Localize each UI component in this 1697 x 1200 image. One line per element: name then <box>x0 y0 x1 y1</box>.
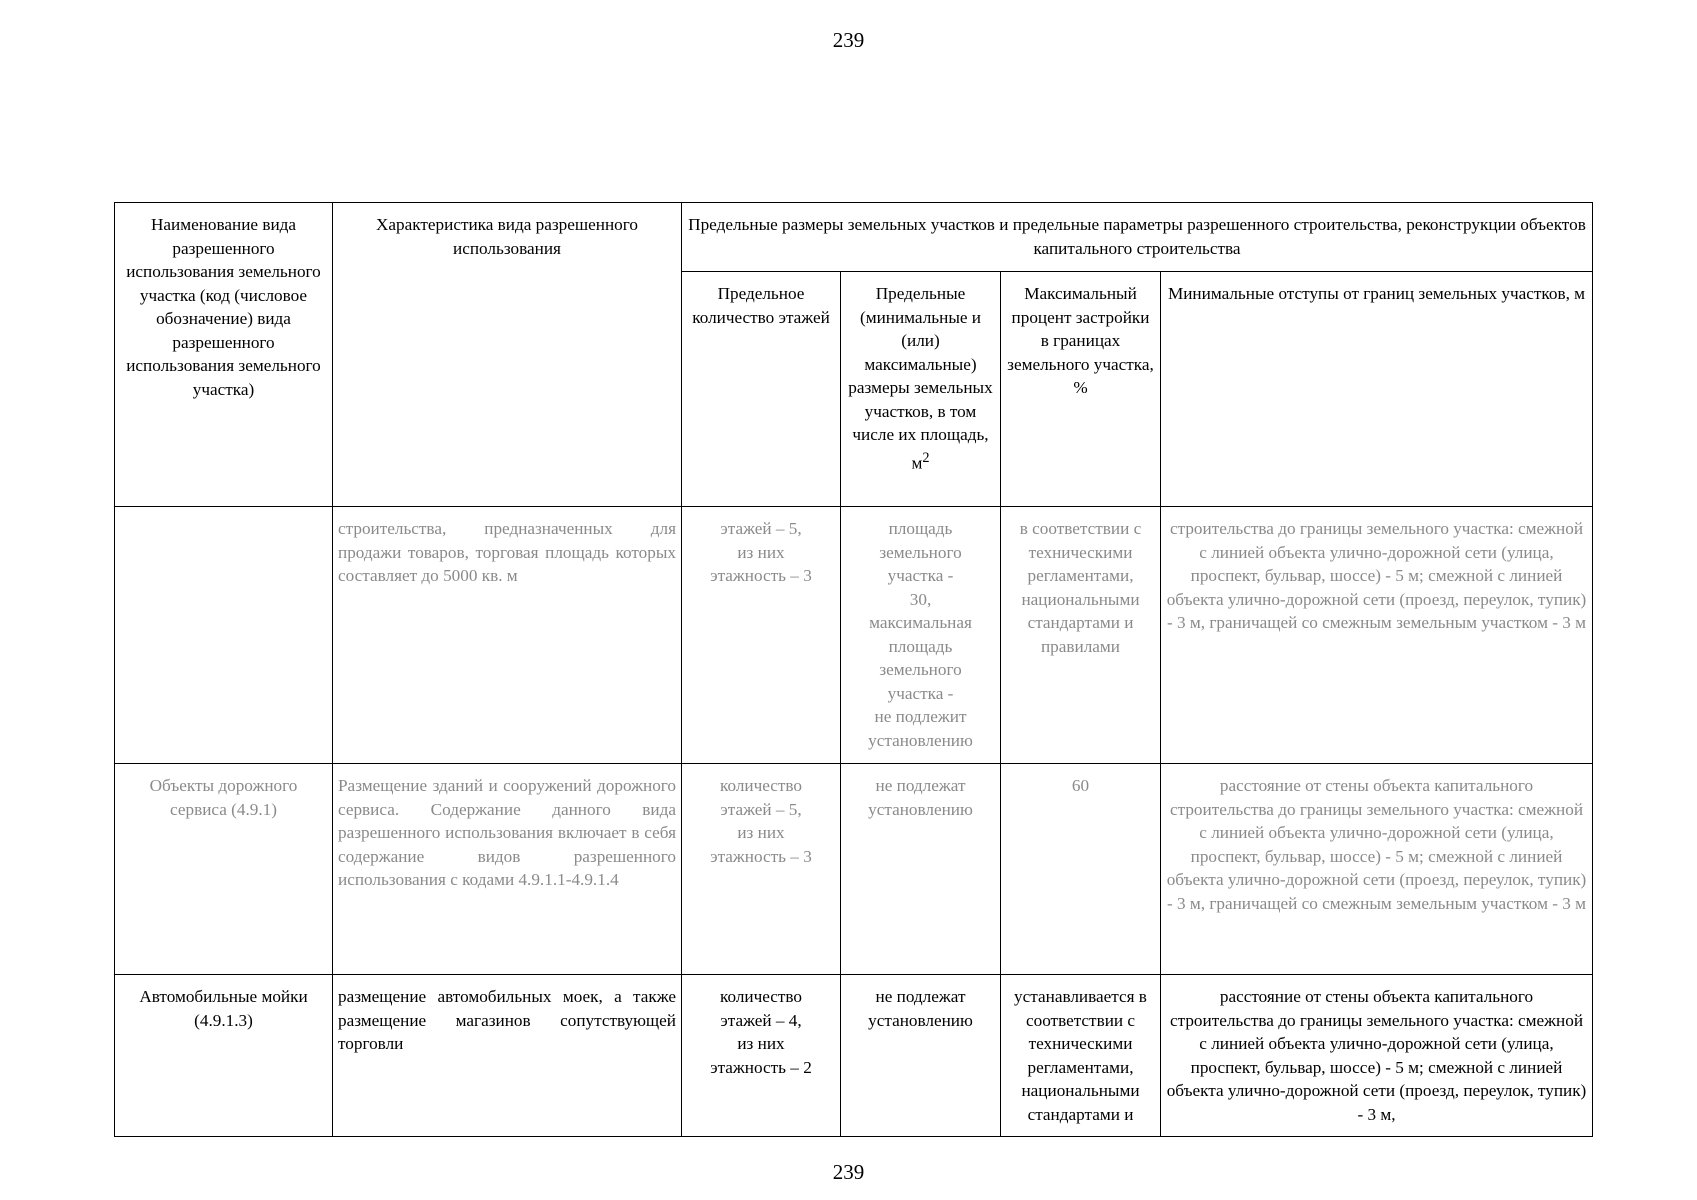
cell-coverage: устанавливается в соответствии с техническими регламентами, национальными стандартами и <box>1001 975 1161 1137</box>
table-row <box>115 764 1593 975</box>
page-number-bottom: 239 <box>832 1160 865 1184</box>
cell-characteristic: размещение автомобильных моек, а также размещение магазинов сопутствующей торговли <box>333 975 682 1137</box>
header-row-1 <box>115 203 1593 272</box>
regulations-table <box>114 202 1593 1137</box>
header-area-text: Предельные (минимальные и (или) максимальные) размеры земельных участков, в том числе их площадь, м <box>848 284 993 473</box>
header-coverage: Максимальный процент застройки в границах земельного участка, % <box>1001 272 1161 507</box>
cell-name: Автомобильные мойки (4.9.1.3) <box>115 975 333 1137</box>
cell-coverage: 60 <box>1001 764 1161 975</box>
table-row <box>115 975 1593 1137</box>
cell-floors: количество этажей – 5, из них этажность – 3 <box>682 764 841 975</box>
table-row <box>115 507 1593 764</box>
cell-name: Объекты дорожного сервиса (4.9.1) <box>115 764 333 975</box>
cell-setbacks: строительства до границы земельного участка: смежной с линией объекта улично-дорожной сети (улица, проспект, бульвар, шоссе) - 5 м; смежной с линией объекта улично-дорожной сети (проезд, переулок, тупик) - 3 м, граничащей со смежным земельным участком - 3 м <box>1161 507 1593 764</box>
header-name-of-use: Наименование вида разрешенного использования земельного участка (код (числовое обозначение) вида разрешенного использования земельного участка) <box>115 203 333 507</box>
cell-name <box>115 507 333 764</box>
header-area-sup: 2 <box>922 449 930 466</box>
cell-coverage: в соответствии с техническими регламентами, национальными стандартами и правилами <box>1001 507 1161 764</box>
cell-characteristic: строительства, предназначенных для продажи товаров, торговая площадь которых составляет до 5000 кв. м <box>333 507 682 764</box>
header-area <box>841 272 1001 507</box>
cell-area: не подлежат установлению <box>841 764 1001 975</box>
header-setbacks: Минимальные отступы от границ земельных участков, м <box>1161 272 1593 507</box>
cell-floors: этажей – 5, из них этажность – 3 <box>682 507 841 764</box>
cell-setbacks: расстояние от стены объекта капитального строительства до границы земельного участка: смежной с линией объекта улично-дорожной сети (улица, проспект, бульвар, шоссе) - 5 м; смежной с линией объекта улично-дорожной сети (проезд, переулок, тупик) - 3 м, граничащей со смежным земельным участком - 3 м <box>1161 764 1593 975</box>
cell-area: площадь земельного участка - 30, максимальная площадь земельного участка - не подлежит установлению <box>841 507 1001 764</box>
page-number-top: 239 <box>832 28 865 52</box>
cell-area: не подлежат установлению <box>841 975 1001 1137</box>
cell-setbacks: расстояние от стены объекта капитального строительства до границы земельного участка: смежной с линией объекта улично-дорожной сети (улица, проспект, бульвар, шоссе) - 5 м; смежной с линией объекта улично-дорожной сети (проезд, переулок, тупик) - 3 м, <box>1161 975 1593 1137</box>
header-characteristic: Характеристика вида разрешенного использования <box>333 203 682 507</box>
cell-floors: количество этажей – 4, из них этажность – 2 <box>682 975 841 1137</box>
header-floors: Предельное количество этажей <box>682 272 841 507</box>
header-limits-group: Предельные размеры земельных участков и предельные параметры разрешенного строительства, реконструкции объектов капитального строительства <box>682 203 1593 272</box>
cell-characteristic: Размещение зданий и сооружений дорожного сервиса. Содержание данного вида разрешенного использования включает в себя содержание видов разрешенного использования с кодами 4.9.1.1-4.9.1.4 <box>333 764 682 975</box>
